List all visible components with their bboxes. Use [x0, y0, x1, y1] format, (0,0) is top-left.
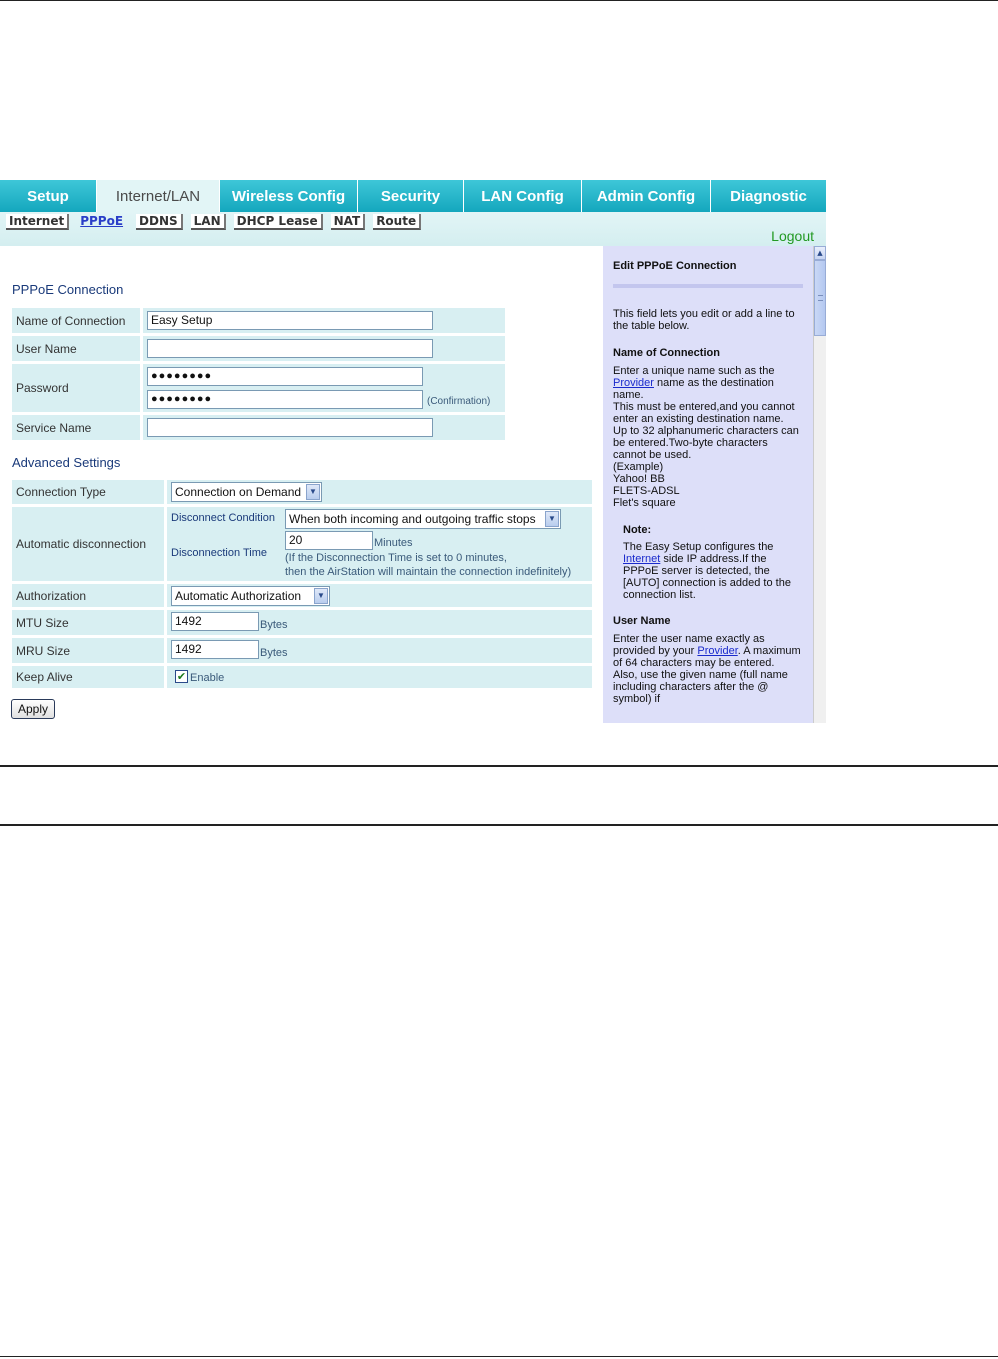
router-config-screen	[0, 180, 826, 723]
disconnect-condition-select[interactable]	[285, 509, 561, 529]
scroll-thumb[interactable]	[814, 260, 826, 336]
tab-internet-lan[interactable]: Internet/LAN	[97, 180, 220, 212]
password-label: Password	[12, 364, 140, 412]
user-name-label: User Name	[12, 336, 140, 361]
provider-link[interactable]: Provider	[697, 645, 738, 657]
mru-size-unit: Bytes	[260, 647, 288, 659]
help-name-paragraph	[613, 365, 803, 401]
tab-diagnostic[interactable]: Diagnostic	[711, 180, 826, 212]
confirmation-note: (Confirmation)	[427, 396, 491, 407]
disconnection-time-note-1: (If the Disconnection Time is set to 0 minutes,	[285, 552, 507, 564]
connection-type-select[interactable]	[171, 482, 322, 502]
user-name-input[interactable]	[147, 339, 433, 358]
advanced-section-title: Advanced Settings	[12, 455, 121, 470]
help-text: The Easy Setup configures the	[623, 541, 774, 553]
disconnection-time-label: Disconnection Time	[171, 547, 267, 559]
subtab-ddns[interactable]: DDNS	[136, 214, 183, 230]
chevron-down-icon: ▼	[545, 511, 559, 527]
help-text: Enter a unique name such as the	[613, 365, 775, 377]
subtab-dhcp-lease[interactable]: DHCP Lease	[234, 214, 323, 230]
help-user-heading: User Name	[613, 615, 671, 627]
page-bottom-rule	[0, 1356, 998, 1357]
help-note-heading: Note:	[623, 524, 652, 536]
pppoe-section-title: PPPoE Connection	[12, 282, 124, 297]
mtu-size-label: MTU Size	[12, 610, 164, 635]
help-user-paragraph	[613, 633, 803, 669]
disconnection-time-note-2: then the AirStation will maintain the connection indefinitely)	[285, 566, 572, 578]
subtab-route[interactable]: Route	[373, 214, 421, 230]
help-note-text	[623, 541, 803, 601]
pppoe-form	[0, 246, 600, 723]
mru-size-label: MRU Size	[12, 638, 164, 663]
tab-wireless-config[interactable]: Wireless Config	[220, 180, 358, 212]
subtab-pppoe[interactable]: PPPoE	[80, 214, 124, 228]
main-nav	[0, 180, 826, 212]
mru-size-input[interactable]: 1492	[171, 640, 259, 659]
help-text: . A maximum of 64 characters may be entered.	[613, 645, 801, 669]
name-of-connection-label: Name of Connection	[12, 308, 140, 333]
chevron-down-icon: ▼	[314, 588, 328, 604]
help-example-3: Flet's square	[613, 497, 676, 509]
tab-security[interactable]: Security	[358, 180, 464, 212]
mtu-size-unit: Bytes	[260, 619, 288, 631]
tab-admin-config[interactable]: Admin Config	[582, 180, 711, 212]
help-name-rule: This must be entered,and you cannot enter an existing destination name.	[613, 401, 795, 425]
help-text: Enter the user name exactly as provided by your	[613, 633, 765, 657]
keep-alive-checkbox[interactable]: ✔	[176, 670, 187, 683]
password-confirm-input[interactable]: ●●●●●●●●	[147, 390, 423, 409]
connection-type-label: Connection Type	[12, 480, 164, 504]
service-name-label: Service Name	[12, 415, 140, 440]
help-name-limit: Up to 32 alphanumeric characters can be entered.Two-byte characters cannot be used.	[613, 425, 799, 461]
name-of-connection-input[interactable]: Easy Setup	[147, 311, 433, 330]
scroll-up-icon[interactable]: ▲	[814, 246, 826, 260]
page-rule-upper	[0, 765, 998, 767]
help-text: name as the destination name.	[613, 377, 774, 401]
subtab-lan[interactable]: LAN	[191, 214, 226, 230]
help-scrollbar[interactable]	[813, 246, 826, 723]
help-panel	[603, 246, 813, 723]
authorization-label: Authorization	[12, 584, 164, 607]
disconnect-condition-label: Disconnect Condition	[171, 512, 275, 524]
page-rule-lower	[0, 824, 998, 826]
help-note-block	[613, 524, 803, 601]
internet-link[interactable]: Internet	[623, 553, 661, 565]
authorization-select[interactable]	[171, 586, 330, 606]
tab-lan-config[interactable]: LAN Config	[464, 180, 582, 212]
keep-alive-cell	[167, 666, 592, 688]
help-name-heading: Name of Connection	[613, 347, 720, 359]
auto-disconnection-label: Automatic disconnection	[12, 507, 164, 581]
keep-alive-enable-label: Enable	[190, 672, 225, 684]
provider-link[interactable]: Provider	[613, 377, 654, 389]
tab-setup[interactable]: Setup	[0, 180, 97, 212]
keep-alive-label: Keep Alive	[12, 666, 164, 688]
disconnect-condition-value: When both incoming and outgoing traffic stops	[289, 512, 536, 526]
logout-link[interactable]: Logout	[771, 228, 814, 244]
help-intro: This field lets you edit or add a line to the table below.	[613, 308, 795, 332]
apply-button[interactable]: Apply	[11, 699, 55, 719]
authorization-value: Automatic Authorization	[175, 589, 302, 603]
page-top-rule	[0, 0, 998, 1]
sub-nav	[6, 214, 421, 230]
disconnection-time-input[interactable]: 20	[285, 531, 373, 550]
help-example-label: (Example)	[613, 461, 664, 473]
help-text: side IP address.If the PPPoE server is detected, the [AUTO] connection is added to the connection list.	[623, 553, 791, 601]
disconnection-time-unit: Minutes	[374, 537, 413, 549]
subtab-internet[interactable]: Internet	[6, 214, 69, 230]
password-input[interactable]: ●●●●●●●●	[147, 367, 423, 386]
subtab-nat[interactable]: NAT	[331, 214, 366, 230]
help-example-2: FLETS-ADSL	[613, 485, 680, 497]
help-title: Edit PPPoE Connection	[613, 260, 737, 272]
service-name-input[interactable]	[147, 418, 433, 437]
help-example-1: Yahoo! BB	[613, 473, 665, 485]
help-user-paragraph-2: Also, use the given name (full name including characters after the @ symbol) if	[613, 669, 788, 705]
chevron-down-icon: ▼	[306, 484, 320, 500]
grip-icon	[818, 295, 823, 301]
mtu-size-input[interactable]: 1492	[171, 612, 259, 631]
sub-nav-bar	[0, 212, 826, 246]
connection-type-value: Connection on Demand	[175, 485, 302, 499]
